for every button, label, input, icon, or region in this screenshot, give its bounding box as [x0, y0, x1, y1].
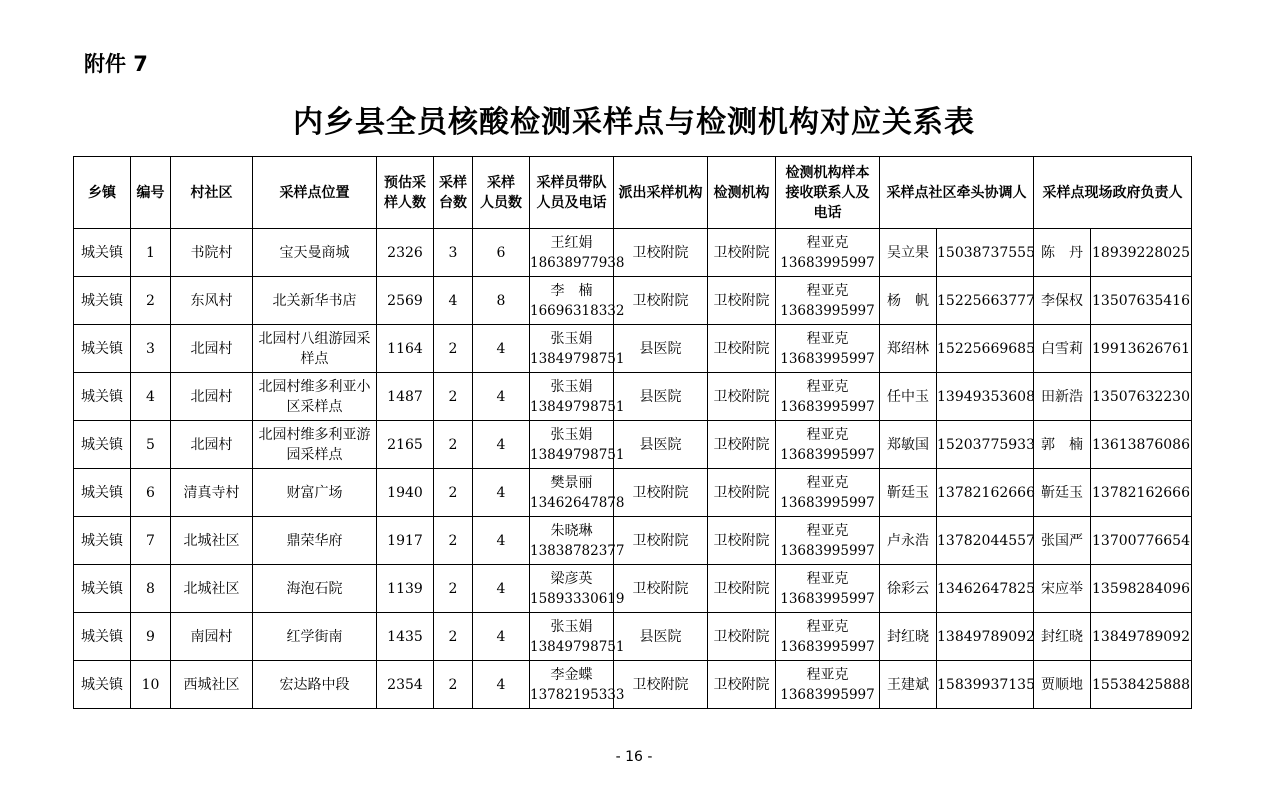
cell-gov-officer-phone: 13598284096 [1091, 565, 1192, 613]
cell-gov-officer-phone: 19913626761 [1091, 325, 1192, 373]
cell-contact: 程亚克 13683995997 [776, 517, 880, 565]
header-town: 乡镇 [74, 157, 131, 229]
cell-gov-officer-phone: 13700776654 [1091, 517, 1192, 565]
cell-team-leader: 王红娟 18638977938 [530, 229, 614, 277]
cell-village: 北园村 [171, 421, 253, 469]
cell-gov-officer-phone: 13507632230 [1091, 373, 1192, 421]
cell-no: 3 [131, 325, 171, 373]
sampling-table [73, 156, 1192, 709]
cell-team-leader: 张玉娟 13849798751 [530, 325, 614, 373]
cell-no: 4 [131, 373, 171, 421]
cell-team-leader: 张玉娟 13849798751 [530, 613, 614, 661]
cell-team-leader: 梁彦英 15893330619 [530, 565, 614, 613]
table-row [74, 469, 1192, 517]
cell-staff: 4 [473, 421, 530, 469]
cell-no: 7 [131, 517, 171, 565]
table-row [74, 517, 1192, 565]
cell-staff: 8 [473, 277, 530, 325]
cell-tables: 2 [434, 517, 473, 565]
cell-town: 城关镇 [74, 469, 131, 517]
cell-tables: 4 [434, 277, 473, 325]
cell-coordinator-phone: 13782044557 [937, 517, 1034, 565]
cell-coordinator-phone: 15839937135 [937, 661, 1034, 709]
cell-tables: 2 [434, 421, 473, 469]
cell-location: 北园村维多利亚游 园采样点 [253, 421, 377, 469]
cell-test-org: 卫校附院 [708, 565, 776, 613]
table-row [74, 661, 1192, 709]
cell-test-org: 卫校附院 [708, 325, 776, 373]
cell-coordinator-phone: 15203775933 [937, 421, 1034, 469]
cell-dispatch-org: 县医院 [614, 325, 708, 373]
cell-no: 5 [131, 421, 171, 469]
cell-location: 宏达路中段 [253, 661, 377, 709]
cell-test-org: 卫校附院 [708, 277, 776, 325]
cell-location: 鼎荣华府 [253, 517, 377, 565]
cell-gov-officer-name: 白雪莉 [1034, 325, 1091, 373]
cell-no: 2 [131, 277, 171, 325]
cell-team-leader: 李 楠 16696318332 [530, 277, 614, 325]
table-body [74, 229, 1192, 709]
cell-dispatch-org: 卫校附院 [614, 517, 708, 565]
cell-gov-officer-name: 宋应举 [1034, 565, 1091, 613]
cell-coordinator-name: 郑敏国 [880, 421, 937, 469]
cell-gov-officer-name: 陈 丹 [1034, 229, 1091, 277]
page-number: - 16 - [615, 749, 653, 765]
cell-town: 城关镇 [74, 277, 131, 325]
cell-est-people: 1917 [377, 517, 434, 565]
cell-contact: 程亚克 13683995997 [776, 661, 880, 709]
table-row [74, 325, 1192, 373]
cell-coordinator-phone: 13462647825 [937, 565, 1034, 613]
cell-gov-officer-name: 靳廷玉 [1034, 469, 1091, 517]
cell-test-org: 卫校附院 [708, 661, 776, 709]
table-row [74, 565, 1192, 613]
cell-test-org: 卫校附院 [708, 229, 776, 277]
cell-dispatch-org: 卫校附院 [614, 565, 708, 613]
cell-test-org: 卫校附院 [708, 421, 776, 469]
cell-dispatch-org: 卫校附院 [614, 661, 708, 709]
cell-gov-officer-name: 田新浩 [1034, 373, 1091, 421]
cell-test-org: 卫校附院 [708, 613, 776, 661]
cell-team-leader: 张玉娟 13849798751 [530, 373, 614, 421]
cell-location: 财富广场 [253, 469, 377, 517]
table-row [74, 229, 1192, 277]
header-est-people: 预估采 样人数 [377, 157, 434, 229]
cell-coordinator-name: 任中玉 [880, 373, 937, 421]
cell-staff: 4 [473, 661, 530, 709]
cell-town: 城关镇 [74, 661, 131, 709]
table-row [74, 613, 1192, 661]
cell-gov-officer-name: 封红晓 [1034, 613, 1091, 661]
cell-location: 北关新华书店 [253, 277, 377, 325]
cell-est-people: 2569 [377, 277, 434, 325]
table-row [74, 421, 1192, 469]
cell-gov-officer-phone: 13507635416 [1091, 277, 1192, 325]
cell-coordinator-name: 徐彩云 [880, 565, 937, 613]
cell-gov-officer-name: 郭 楠 [1034, 421, 1091, 469]
header-test-org: 检测机构 [708, 157, 776, 229]
cell-team-leader: 朱晓琳 13838782377 [530, 517, 614, 565]
cell-tables: 2 [434, 661, 473, 709]
cell-contact: 程亚克 13683995997 [776, 421, 880, 469]
cell-staff: 4 [473, 613, 530, 661]
cell-village: 北城社区 [171, 517, 253, 565]
cell-est-people: 1487 [377, 373, 434, 421]
cell-location: 北园村八组游园采 样点 [253, 325, 377, 373]
cell-test-org: 卫校附院 [708, 373, 776, 421]
cell-coordinator-phone: 13849789092 [937, 613, 1034, 661]
cell-village: 北城社区 [171, 565, 253, 613]
header-team-leader: 采样员带队 人员及电话 [530, 157, 614, 229]
cell-coordinator-name: 吴立果 [880, 229, 937, 277]
cell-coordinator-name: 杨 帆 [880, 277, 937, 325]
cell-coordinator-phone: 15225669685 [937, 325, 1034, 373]
header-tables: 采样 台数 [434, 157, 473, 229]
table-header-row [74, 157, 1192, 229]
cell-location: 北园村维多利亚小 区采样点 [253, 373, 377, 421]
cell-gov-officer-name: 张国严 [1034, 517, 1091, 565]
cell-location: 红学街南 [253, 613, 377, 661]
cell-no: 8 [131, 565, 171, 613]
cell-coordinator-phone: 13782162666 [937, 469, 1034, 517]
header-community-coordinator: 采样点社区牵头协调人 [880, 157, 1034, 229]
cell-village: 北园村 [171, 373, 253, 421]
cell-staff: 4 [473, 517, 530, 565]
attachment-label: 附件 7 [84, 52, 148, 76]
cell-coordinator-name: 靳廷玉 [880, 469, 937, 517]
cell-dispatch-org: 卫校附院 [614, 229, 708, 277]
cell-est-people: 2326 [377, 229, 434, 277]
cell-gov-officer-phone: 15538425888 [1091, 661, 1192, 709]
cell-est-people: 2165 [377, 421, 434, 469]
cell-est-people: 1940 [377, 469, 434, 517]
cell-tables: 2 [434, 469, 473, 517]
cell-team-leader: 樊景丽 13462647878 [530, 469, 614, 517]
cell-contact: 程亚克 13683995997 [776, 325, 880, 373]
cell-coordinator-name: 郑绍林 [880, 325, 937, 373]
header-gov-officer: 采样点现场政府负责人 [1034, 157, 1192, 229]
header-dispatch-org: 派出采样机构 [614, 157, 708, 229]
cell-no: 9 [131, 613, 171, 661]
cell-village: 清真寺村 [171, 469, 253, 517]
cell-town: 城关镇 [74, 229, 131, 277]
header-contact: 检测机构样本 接收联系人及 电话 [776, 157, 880, 229]
header-staff: 采样 人员数 [473, 157, 530, 229]
cell-contact: 程亚克 13683995997 [776, 373, 880, 421]
cell-town: 城关镇 [74, 517, 131, 565]
header-location: 采样点位置 [253, 157, 377, 229]
cell-town: 城关镇 [74, 421, 131, 469]
cell-dispatch-org: 卫校附院 [614, 277, 708, 325]
cell-est-people: 1139 [377, 565, 434, 613]
cell-team-leader: 张玉娟 13849798751 [530, 421, 614, 469]
cell-tables: 2 [434, 373, 473, 421]
cell-contact: 程亚克 13683995997 [776, 229, 880, 277]
cell-tables: 2 [434, 613, 473, 661]
cell-location: 海泡石院 [253, 565, 377, 613]
table-row [74, 373, 1192, 421]
cell-team-leader: 李金蝶 13782195333 [530, 661, 614, 709]
cell-est-people: 1164 [377, 325, 434, 373]
cell-coordinator-phone: 15225663777 [937, 277, 1034, 325]
cell-dispatch-org: 县医院 [614, 373, 708, 421]
cell-no: 6 [131, 469, 171, 517]
cell-dispatch-org: 卫校附院 [614, 469, 708, 517]
header-no: 编号 [131, 157, 171, 229]
cell-gov-officer-name: 贾顺地 [1034, 661, 1091, 709]
cell-gov-officer-phone: 13613876086 [1091, 421, 1192, 469]
cell-coordinator-phone: 15038737555 [937, 229, 1034, 277]
cell-test-org: 卫校附院 [708, 517, 776, 565]
document-title: 内乡县全员核酸检测采样点与检测机构对应关系表 [293, 105, 975, 140]
cell-contact: 程亚克 13683995997 [776, 277, 880, 325]
cell-town: 城关镇 [74, 613, 131, 661]
cell-tables: 2 [434, 565, 473, 613]
cell-coordinator-name: 卢永浩 [880, 517, 937, 565]
cell-coordinator-name: 封红晓 [880, 613, 937, 661]
cell-location: 宝天曼商城 [253, 229, 377, 277]
cell-coordinator-name: 王建斌 [880, 661, 937, 709]
cell-coordinator-phone: 13949353608 [937, 373, 1034, 421]
cell-contact: 程亚克 13683995997 [776, 469, 880, 517]
cell-test-org: 卫校附院 [708, 469, 776, 517]
cell-village: 北园村 [171, 325, 253, 373]
cell-village: 西城社区 [171, 661, 253, 709]
cell-dispatch-org: 县医院 [614, 421, 708, 469]
cell-village: 南园村 [171, 613, 253, 661]
cell-est-people: 1435 [377, 613, 434, 661]
cell-est-people: 2354 [377, 661, 434, 709]
cell-staff: 6 [473, 229, 530, 277]
cell-dispatch-org: 县医院 [614, 613, 708, 661]
cell-village: 书院村 [171, 229, 253, 277]
cell-gov-officer-name: 李保权 [1034, 277, 1091, 325]
cell-staff: 4 [473, 325, 530, 373]
header-village: 村社区 [171, 157, 253, 229]
table-row [74, 277, 1192, 325]
cell-no: 1 [131, 229, 171, 277]
cell-village: 东风村 [171, 277, 253, 325]
cell-tables: 2 [434, 325, 473, 373]
cell-town: 城关镇 [74, 373, 131, 421]
cell-town: 城关镇 [74, 325, 131, 373]
cell-staff: 4 [473, 565, 530, 613]
cell-staff: 4 [473, 469, 530, 517]
cell-gov-officer-phone: 18939228025 [1091, 229, 1192, 277]
cell-contact: 程亚克 13683995997 [776, 565, 880, 613]
cell-staff: 4 [473, 373, 530, 421]
cell-gov-officer-phone: 13782162666 [1091, 469, 1192, 517]
cell-no: 10 [131, 661, 171, 709]
cell-contact: 程亚克 13683995997 [776, 613, 880, 661]
cell-town: 城关镇 [74, 565, 131, 613]
cell-tables: 3 [434, 229, 473, 277]
cell-gov-officer-phone: 13849789092 [1091, 613, 1192, 661]
